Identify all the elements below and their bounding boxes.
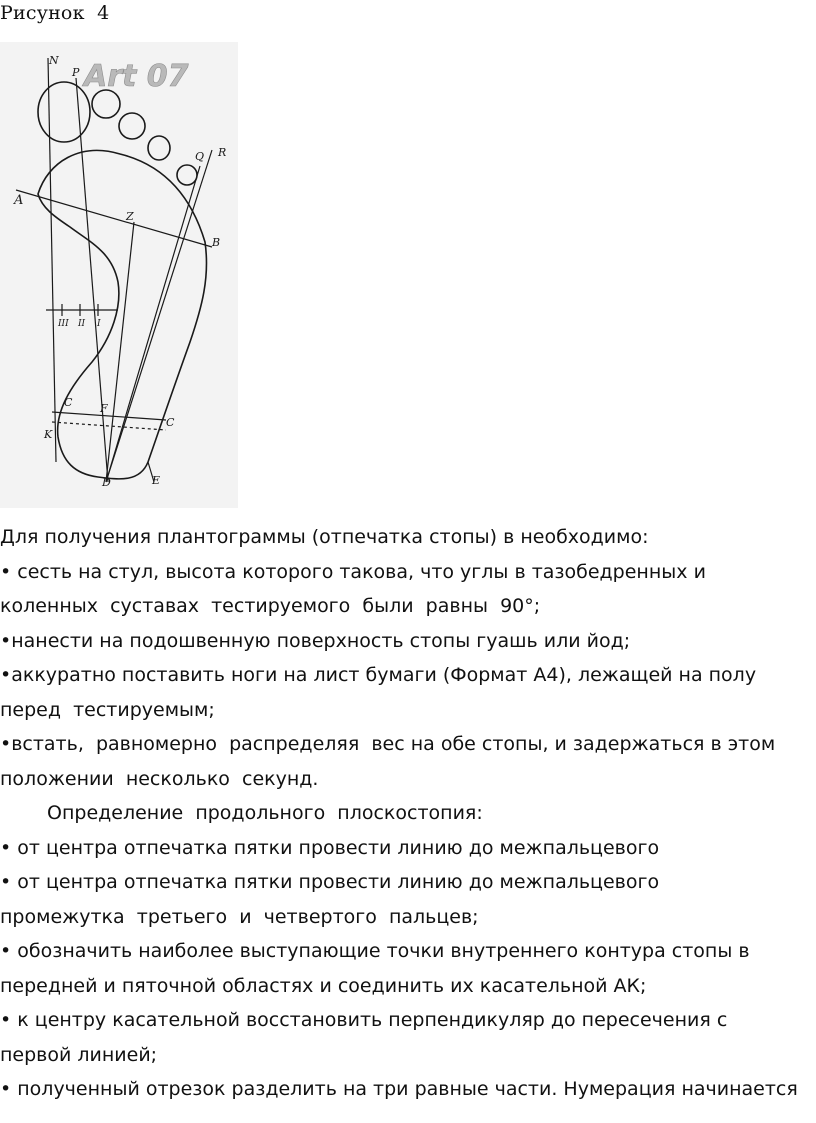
paragraph-line: •аккуратно поставить ноги на лист бумаги (Формат А4), лежащей на полу [0,664,757,686]
paragraph-line: • от центра отпечатка пятки провести линию до межпальцевого [0,871,660,893]
paragraph-line: промежутка третьего и четвертого пальцев; [0,905,479,928]
paragraph-line: • от центра отпечатка пятки провести линию до межпальцевого [0,836,660,859]
paragraph-line: передней и пяточной областях и соединить их касательной АК; [0,974,647,997]
paragraph-line: • сесть на стул, высота которого такова, что углы в тазобедренных и [0,560,706,583]
paragraph-line: положении несколько секунд. [0,767,319,790]
plantogram-drawing [0,42,238,508]
label-F: F [100,402,108,415]
label-I: I [97,319,101,329]
line-A-B [16,190,212,247]
label-II: II [78,319,86,329]
paragraph-line: • обозначить наиболее выступающие точки внутреннего контура стопы в [0,940,750,962]
paragraph-line: коленных суставах тестируемого были равны 90°; [0,595,541,617]
paragraph-line: перед тестируемым; [0,698,215,721]
label-D: D [102,476,111,489]
label-C-left: C [64,396,73,409]
paragraph-line: • полученный отрезок разделить на три равные части. Нумерация начинается [0,1078,798,1100]
fifth-toe-print [177,165,197,185]
label-K: K [44,428,53,441]
label-C-right: C [166,416,175,429]
fourth-toe-print [148,136,170,160]
paragraph-line: •встать, равномерно распределяя вес на обе стопы, и задержаться в этом [0,733,776,755]
line-C-C [52,412,166,420]
instructions-text [0,520,816,1107]
label-Q: Q [195,150,205,163]
plantogram-figure [0,42,238,508]
paragraph-line: • к центру касательной восстановить перпендикуляр до пересечения с [0,1009,728,1031]
watermark-text: Art 07 [84,59,189,94]
label-N: N [49,54,59,67]
paragraph-line: первой линией; [0,1043,158,1066]
label-P: P [72,66,80,79]
figure-caption: Рисунок 4 [0,2,110,24]
big-toe-print [38,82,90,142]
label-A: A [14,193,24,208]
line-P-D [76,78,108,482]
label-E: E [152,474,161,487]
line-N-K [48,58,56,462]
label-R: R [218,146,227,159]
third-toe-print [119,113,145,139]
paragraph-line: Для получения плантограммы (отпечатка стопы) в необходимо: [0,526,649,548]
toe-prints [38,82,197,185]
line-Q-D [106,166,200,482]
paragraph-line: •нанести на подошвенную поверхность стопы гуашь или йод; [0,629,631,652]
point-labels [13,54,226,489]
section-heading: Определение продольного плоскостопия: [47,802,483,824]
line-C-C-dashed [52,422,166,430]
second-toe-print [92,90,120,118]
label-Z: Z [126,210,134,223]
label-III: III [58,319,69,329]
label-B: B [212,236,221,249]
